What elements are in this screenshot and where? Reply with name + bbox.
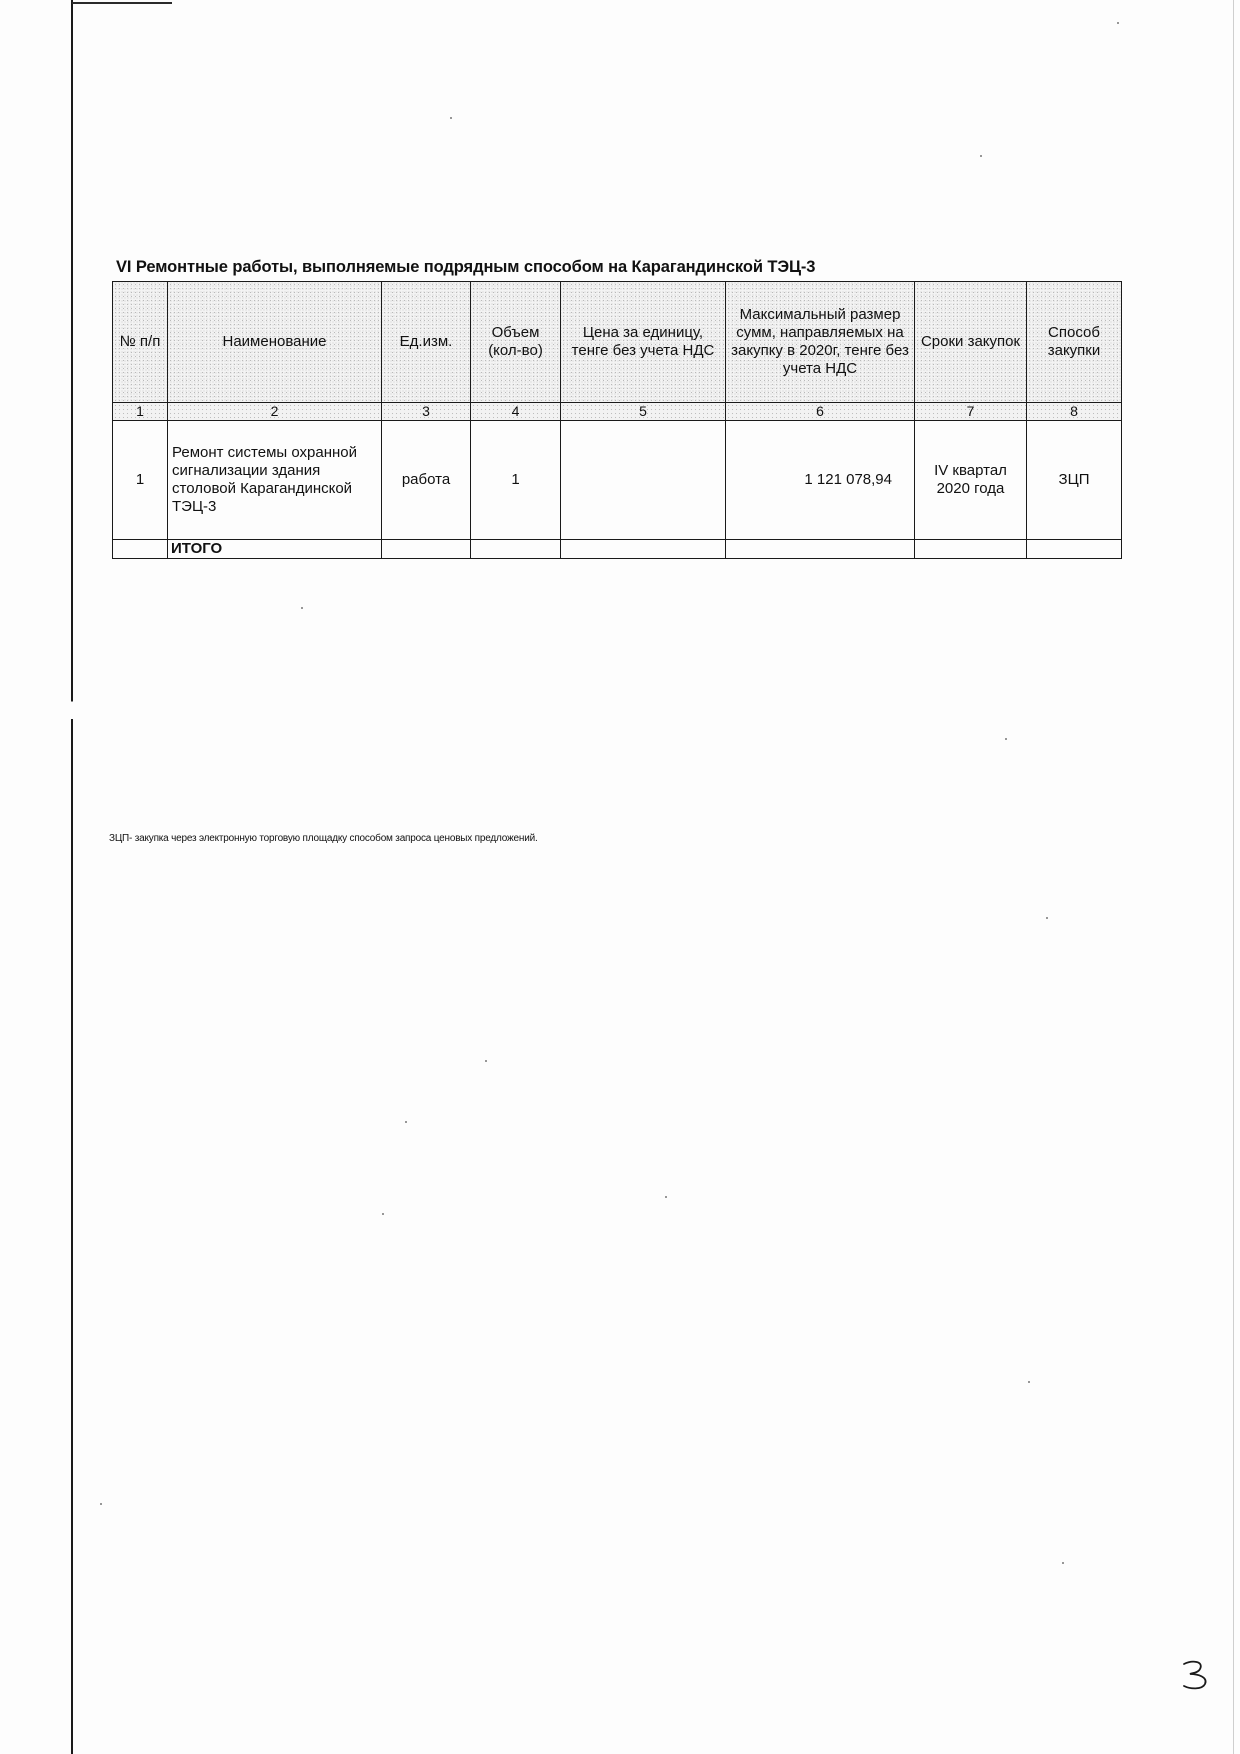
column-number-row — [113, 403, 1122, 421]
header-cell-unit: Ед.изм. — [382, 282, 471, 403]
scan-speck — [1117, 22, 1119, 24]
header-cell-method: Способ закупки — [1027, 282, 1122, 403]
scan-top-edge — [72, 2, 172, 4]
scan-binder-edge — [71, 0, 73, 1754]
footnote: ЗЦП- закупка через электронную торговую площадку способом запроса ценовых предложений. — [109, 833, 538, 844]
row-name: Ремонт системы охранной сигнализации здания столовой Карагандинской ТЭЦ-3 — [168, 421, 382, 540]
column-number: 1 — [113, 403, 168, 421]
table-row — [113, 421, 1122, 540]
procurement-table — [112, 281, 1122, 559]
scan-speck — [1005, 738, 1007, 740]
scan-speck — [665, 1196, 667, 1198]
row-period: IV квартал 2020 года — [915, 421, 1027, 540]
header-row — [113, 282, 1122, 403]
header-cell-name: Наименование — [168, 282, 382, 403]
column-number: 7 — [915, 403, 1027, 421]
handwritten-page-number — [1178, 1658, 1214, 1692]
column-number: 6 — [726, 403, 915, 421]
scan-right-edge — [1233, 0, 1234, 1754]
scan-speck — [100, 1503, 102, 1505]
row-method: ЗЦП — [1027, 421, 1122, 540]
header-cell-num: № п/п — [113, 282, 168, 403]
scan-speck — [405, 1121, 407, 1123]
total-empty-cell — [726, 540, 915, 559]
total-empty-cell — [915, 540, 1027, 559]
scan-speck — [301, 607, 303, 609]
header-cell-unit-price: Цена за единицу, тенге без учета НДС — [561, 282, 726, 403]
header-cell-quantity: Объем (кол-во) — [471, 282, 561, 403]
row-quantity: 1 — [471, 421, 561, 540]
total-empty-cell — [561, 540, 726, 559]
scan-speck — [485, 1060, 487, 1062]
scan-speck — [1028, 1381, 1030, 1383]
row-max-sum: 1 121 078,94 — [726, 421, 915, 540]
total-empty-cell — [1027, 540, 1122, 559]
section-title: VI Ремонтные работы, выполняемые подрядным способом на Карагандинской ТЭЦ-3 — [116, 258, 816, 276]
column-number: 5 — [561, 403, 726, 421]
column-number: 3 — [382, 403, 471, 421]
scan-speck — [1062, 1562, 1064, 1564]
column-number: 8 — [1027, 403, 1122, 421]
total-empty-cell — [471, 540, 561, 559]
row-unit-price — [561, 421, 726, 540]
total-row — [113, 540, 1122, 559]
total-empty-cell — [113, 540, 168, 559]
column-number: 4 — [471, 403, 561, 421]
header-cell-period: Сроки закупок — [915, 282, 1027, 403]
scan-speck — [450, 117, 452, 119]
scan-speck — [382, 1213, 384, 1215]
scan-speck — [980, 155, 982, 157]
row-unit: работа — [382, 421, 471, 540]
total-empty-cell — [382, 540, 471, 559]
scan-speck — [1046, 917, 1048, 919]
column-number: 2 — [168, 403, 382, 421]
total-label: ИТОГО — [168, 540, 382, 559]
header-cell-max-sum: Максимальный размер сумм, направляемых на закупку в 2020г, тенге без учета НДС — [726, 282, 915, 403]
row-num: 1 — [113, 421, 168, 540]
